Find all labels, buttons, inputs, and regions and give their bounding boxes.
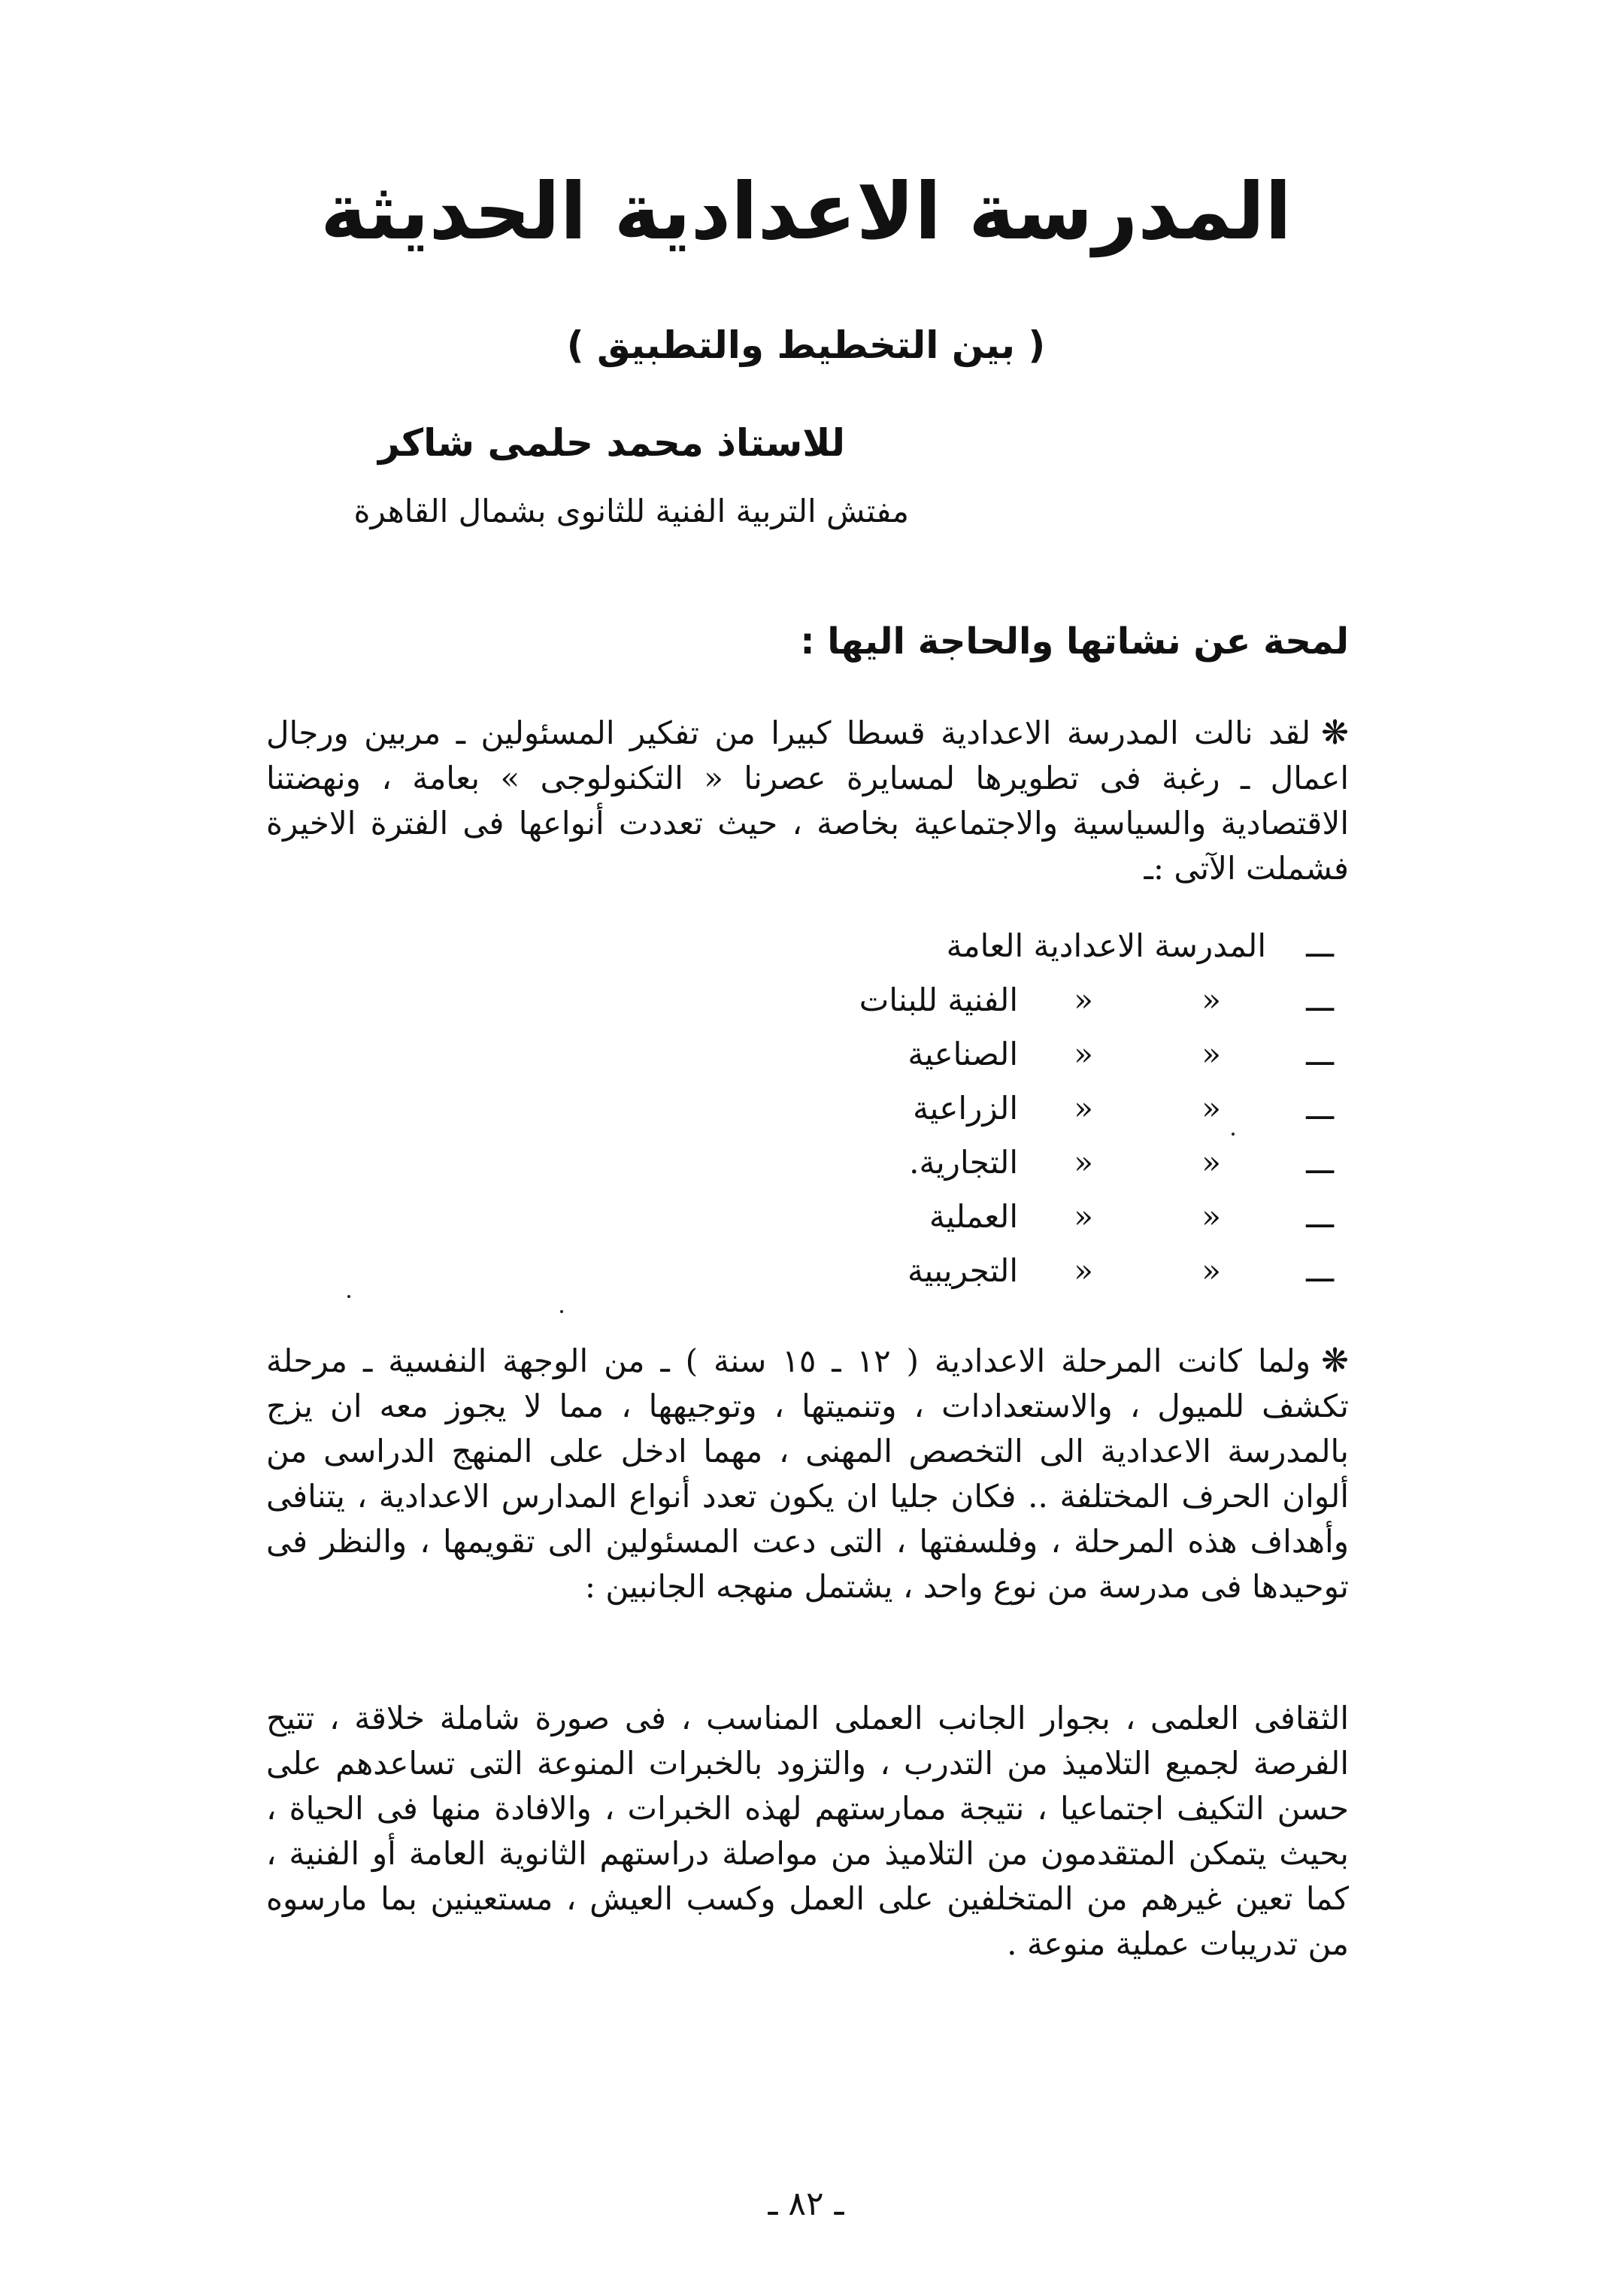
school-types-list: [507, 924, 1334, 1303]
ditto-mark: «: [1074, 1144, 1093, 1181]
list-item: [507, 1248, 1334, 1294]
author-name: للاستاذ محمد حلمى شاكر: [377, 421, 845, 465]
list-item-label: المدرسة الاعدادية العامة: [946, 927, 1266, 964]
list-dash: ـــ: [1306, 1144, 1334, 1181]
scan-speck: [560, 1310, 563, 1313]
page-number: ـ ٨٢ ـ: [768, 2185, 844, 2223]
list-item: [507, 1140, 1334, 1185]
ditto-mark: «: [1074, 1036, 1093, 1072]
paragraph-3-text: الثقافى العلمى ، بجوار الجانب العملى المناسب ، فى صورة شاملة خلاقة ، تتيح الفرصة لجميع التلاميذ من التدرب ، والتزود بالخبرات المنوعة التى تساعدهم على حسن التكيف اجتماعيا ، نتيجة ممارستهم لهذه الخبرات ، والافادة منها فى الحياة ، بحيث يتمكن المتقدمون من التلاميذ من مواصلة دراستهم الثانوية العامة أو الفنية ، كما تعين غيرهم من المتخلفين على العمل وكسب العيش ، مستعينين بما مارسوه من تدريبات عملية منوعة .: [266, 1700, 1349, 1962]
paragraph-2: [266, 1339, 1349, 1609]
list-item-label: الفنية للبنات: [859, 981, 1018, 1018]
paragraph-1: [266, 711, 1349, 891]
asterisk-icon: ❋: [1321, 714, 1349, 752]
list-dash: ـــ: [1306, 1198, 1334, 1235]
list-dash: ـــ: [1306, 1252, 1334, 1289]
list-item-label: الصناعية: [908, 1036, 1018, 1072]
paragraph-2-text: ولما كانت المرحلة الاعدادية ( ١٢ ـ ١٥ سنة ) ـ من الوجهة النفسية ـ مرحلة تكشف للميول ، والاستعدادات ، وتنميتها ، وتوجيهها ، مما لا يجوز معه ان يزج بالمدرسة الاعدادية الى التخصص المهنى ، مهما ادخل على المنهج الدراسى من ألوان الحرف المختلفة .. فكان جليا ان يكون تعدد أنواع المدارس الاعدادية ، يتنافى وأهداف هذه المرحلة ، وفلسفتها ، التى دعت المسئولين الى تقويمها ، والنظر فى توحيدها فى مدرسة من نوع واحد ، يشتمل منهجه الجانبين :: [266, 1342, 1349, 1605]
list-item-label: الزراعية: [913, 1090, 1018, 1127]
list-item: [507, 978, 1334, 1023]
list-item: [507, 1086, 1334, 1131]
paragraph-3: [266, 1696, 1349, 1967]
list-dash: ـــ: [1306, 1036, 1334, 1072]
ditto-mark: «: [1074, 1252, 1093, 1289]
document-subtitle: ( بين التخطيط والتطبيق ): [566, 323, 1046, 367]
list-dash: ـــ: [1306, 1090, 1334, 1127]
ditto-mark: «: [1201, 1198, 1221, 1235]
scan-speck: [347, 1295, 350, 1298]
asterisk-icon: ❋: [1321, 1342, 1349, 1380]
list-dash: ـــ: [1306, 981, 1334, 1018]
section-heading: لمحة عن نشاتها والحاجة اليها :: [800, 620, 1349, 663]
ditto-mark: «: [1074, 1198, 1093, 1235]
list-item: [507, 924, 1334, 969]
list-item-label: التجارية.: [909, 1144, 1018, 1181]
ditto-mark: «: [1201, 981, 1221, 1018]
ditto-mark: «: [1201, 1036, 1221, 1072]
ditto-mark: «: [1201, 1252, 1221, 1289]
scan-speck: [1232, 1133, 1235, 1136]
ditto-mark: «: [1074, 1090, 1093, 1127]
paragraph-1-text: لقد نالت المدرسة الاعدادية قسطا كبيرا من تفكير المسئولين ـ مربين ورجال اعمال ـ رغبة فى تطويرها لمسايرة عصرنا « التكنولوجى » بعامة ، ونهضتنا الاقتصادية والسياسية والاجتماعية بخاصة ، حيث تعددت أنواعها فى الفترة الاخيرة فشملت الآتى :ـ: [266, 714, 1349, 887]
list-item: [507, 1194, 1334, 1239]
ditto-mark: «: [1201, 1144, 1221, 1181]
document-title: المدرسة الاعدادية الحديثة: [320, 165, 1292, 257]
ditto-mark: «: [1074, 981, 1093, 1018]
list-item: [507, 1032, 1334, 1077]
ditto-mark: «: [1201, 1090, 1221, 1127]
author-role: مفتش التربية الفنية للثانوى بشمال القاهرة: [353, 493, 909, 529]
list-dash: ـــ: [1306, 927, 1334, 964]
list-item-label: التجريبية: [908, 1252, 1018, 1289]
list-item-label: العملية: [929, 1198, 1018, 1235]
